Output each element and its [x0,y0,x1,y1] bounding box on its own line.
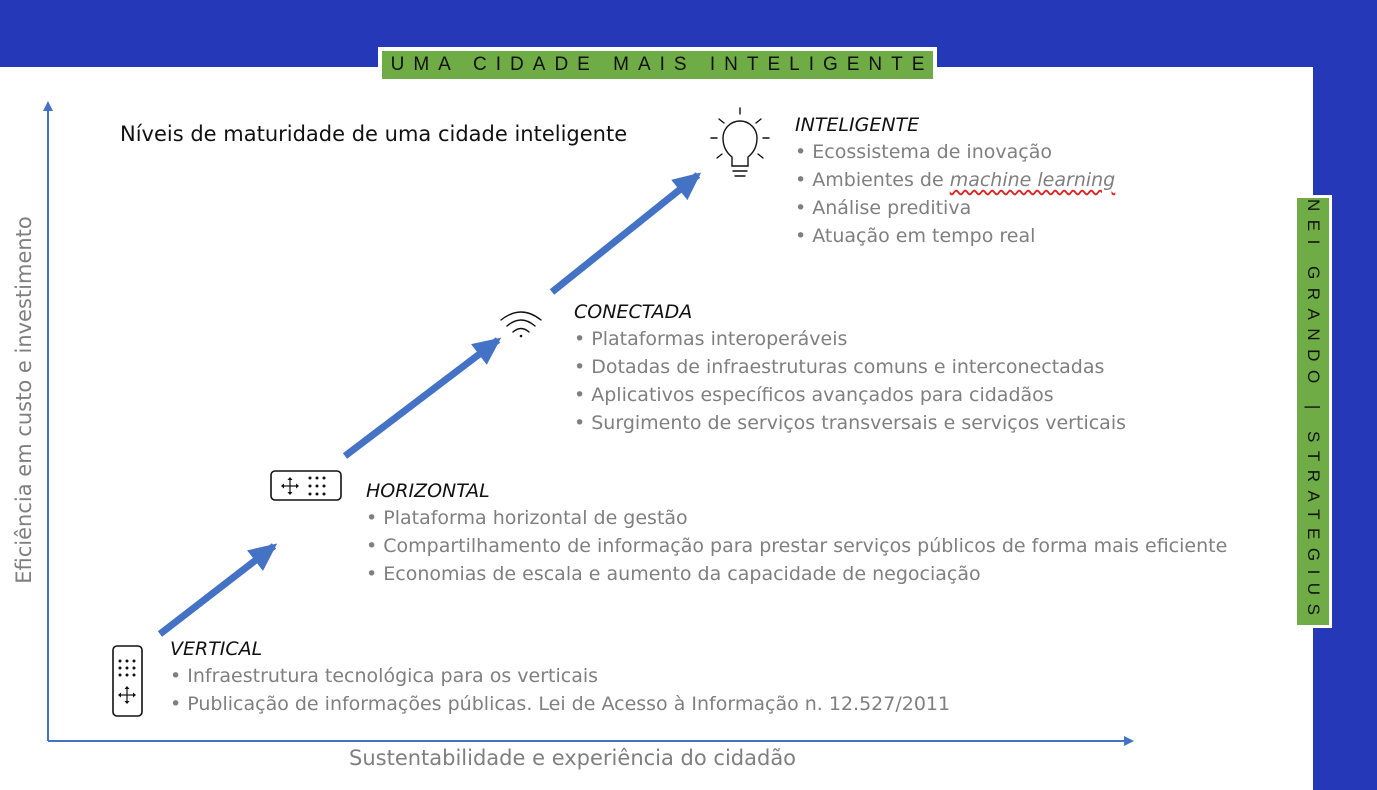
level-conectada-name: CONECTADA [574,301,693,323]
level-inteligente-name: INTELIGENTE [795,114,920,136]
level-inteligente [795,112,1115,250]
level-conectada [574,299,1126,437]
list-item-text: • Ambientes de [795,169,950,191]
level-vertical [170,636,950,718]
top-banner-text: UMA CIDADE MAIS INTELIGENTE [390,54,934,75]
list-item: • Aplicativos específicos avançados para cidadãos [574,384,1054,406]
list-item: • Análise preditiva [795,197,972,219]
horizontal-device-icon [271,471,341,500]
arrow-3 [552,175,698,292]
list-item: • Ecossistema de inovação [795,141,1052,163]
wifi-icon [501,312,541,337]
arrow-2 [345,340,498,456]
y-axis-label: Eficiência em custo e investimento [12,216,36,584]
level-vertical-name: VERTICAL [170,638,263,660]
list-item: • Dotadas de infraestruturas comuns e interconectadas [574,356,1105,378]
list-item: • Atuação em tempo real [795,225,1036,247]
diagram-title: Níveis de maturidade de uma cidade inteligente [120,122,628,146]
list-item: • Economias de escala e aumento da capacidade de negociação [366,563,981,585]
side-banner-text: NEI GRANDO | STRATEGIUS [1304,199,1323,624]
list-item: • Plataformas interoperáveis [574,328,848,350]
list-item: • Publicação de informações públicas. Lei de Acesso à Informação n. 12.527/2011 [170,693,951,715]
list-item: • Infraestrutura tecnológica para os verticais [170,665,599,687]
level-horizontal-name: HORIZONTAL [366,480,490,502]
list-item [795,166,1115,194]
machine-learning-term: machine learning [949,169,1116,191]
list-item: • Surgimento de serviços transversais e serviços verticais [574,412,1126,434]
list-item: • Plataforma horizontal de gestão [366,507,688,529]
vertical-device-icon [113,646,142,716]
list-item: • Compartilhamento de informação para prestar serviços públicos de forma mais eficiente [366,535,1228,557]
lightbulb-icon [711,108,769,176]
arrow-1 [160,546,274,634]
level-horizontal [366,478,1227,588]
x-axis-label: Sustentabilidade e experiência do cidadão [349,746,797,770]
